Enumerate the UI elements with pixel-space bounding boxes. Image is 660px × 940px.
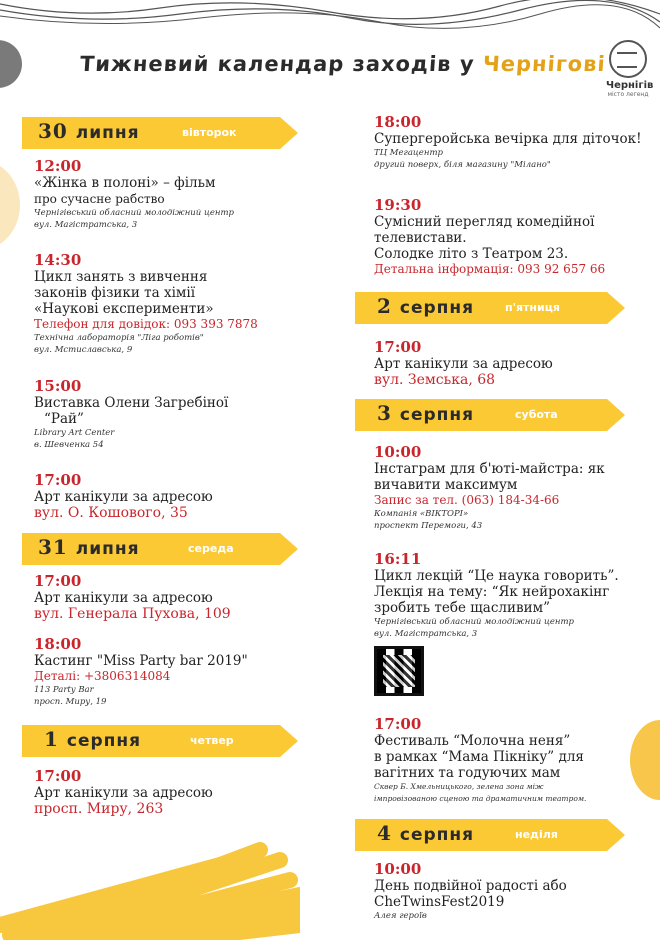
day-date: 1 серпня xyxy=(44,727,142,751)
day-header-30-july xyxy=(22,117,280,149)
event-address: вул. Магістратська, 3 xyxy=(34,220,138,230)
event-venue: Сквер Б. Хмельницького, зелена зона між xyxy=(374,782,544,791)
event-phone: Запис за тел. (063) 184-34-66 xyxy=(374,493,560,507)
event-time: 15:00 xyxy=(34,377,82,395)
event-title: вичавити максимум xyxy=(374,477,518,493)
yellow-scribble-decoration xyxy=(0,810,300,940)
event-address: вул. Мстиславська, 9 xyxy=(34,345,133,355)
event-time: 17:00 xyxy=(34,471,82,489)
event-title: в рамках “Мама Пікніку” для xyxy=(374,749,584,765)
event-title: «Наукові експерименти» xyxy=(34,301,214,317)
day-header-1-august xyxy=(22,725,280,757)
event-10 xyxy=(374,339,553,389)
event-phone: Детальна інформація: 093 92 657 66 xyxy=(374,262,606,276)
event-time: 10:00 xyxy=(374,860,422,878)
event-1 xyxy=(34,158,234,231)
event-address: просп. Миру, 263 xyxy=(34,801,164,817)
event-address: в. Шевченка 54 xyxy=(34,440,104,450)
event-4 xyxy=(34,472,213,522)
event-time: 17:00 xyxy=(374,715,422,733)
day-header-3-august xyxy=(355,399,607,431)
event-venue: Library Art Center xyxy=(34,428,115,438)
day-weekday: субота xyxy=(515,408,558,421)
event-title: Солодке літо з Театром 23. xyxy=(374,246,569,262)
top-wave-decoration xyxy=(0,0,660,40)
decorative-circle xyxy=(0,40,22,88)
event-time: 12:00 xyxy=(34,157,82,175)
city-logo xyxy=(606,40,654,98)
event-venue: 113 Party Bar xyxy=(34,685,94,695)
page-title xyxy=(79,52,606,76)
day-date: 30 липня xyxy=(38,119,140,143)
day-header-2-august xyxy=(355,292,607,324)
qr-code[interactable] xyxy=(374,646,424,696)
event-address: просп. Миру, 19 xyxy=(34,697,107,707)
event-9 xyxy=(374,197,605,277)
day-date: 3 серпня xyxy=(377,401,475,425)
title-city: Чернігові xyxy=(482,52,607,76)
event-title: зробить тебе щасливим” xyxy=(374,600,550,616)
event-address: вул. О. Кошового, 35 xyxy=(34,505,188,521)
decorative-blob xyxy=(0,160,20,250)
event-title: Цикл занять з вивчення xyxy=(34,269,208,285)
event-11 xyxy=(374,444,605,532)
day-weekday: п'ятниця xyxy=(505,301,560,314)
day-header-31-july xyxy=(22,533,280,565)
event-title: Арт канікули за адресою xyxy=(374,356,553,372)
event-time: 16:11 xyxy=(374,550,422,568)
event-title: Супергеройська вечірка для діточок! xyxy=(374,131,642,147)
event-venue: Алея героїв xyxy=(374,911,427,921)
event-title: Фестиваль “Молочна неня” xyxy=(374,733,571,749)
event-3 xyxy=(34,378,228,451)
event-phone: Телефон для довідок: 093 393 7878 xyxy=(34,317,258,331)
event-address: вул. Генерала Пухова, 109 xyxy=(34,606,231,622)
decorative-blob-right xyxy=(630,720,660,800)
event-title: Сумісний перегляд комедійної xyxy=(374,214,595,230)
event-title: Інстаграм для б'юті-майстра: як xyxy=(374,461,605,477)
day-date: 4 серпня xyxy=(377,821,475,845)
event-time: 10:00 xyxy=(374,443,422,461)
event-venue: Технічна лабораторія "Ліга роботів" xyxy=(34,333,204,343)
event-time: 17:00 xyxy=(374,338,422,356)
day-weekday: середа xyxy=(188,542,234,555)
event-6 xyxy=(34,636,248,708)
event-time: 19:30 xyxy=(374,196,422,214)
day-weekday: четвер xyxy=(190,734,234,747)
event-address: вул. Земська, 68 xyxy=(374,372,496,388)
event-time: 17:00 xyxy=(34,572,82,590)
event-title: «Жінка в полоні» – фільм xyxy=(34,175,216,191)
event-title: Кастинг "Miss Party bar 2019" xyxy=(34,653,248,669)
event-address: проспект Перемоги, 43 xyxy=(374,521,483,531)
event-title: вагітних та годуючих мам xyxy=(374,765,561,781)
event-13 xyxy=(374,716,586,805)
day-weekday: неділя xyxy=(515,828,558,841)
event-title: “Рай” xyxy=(44,411,84,427)
event-title: Арт канікули за адресою xyxy=(34,489,213,505)
event-2 xyxy=(34,252,258,356)
day-date: 2 серпня xyxy=(377,294,475,318)
event-venue: ТЦ Мегацентр xyxy=(374,148,443,158)
logo-name: Чернігів xyxy=(606,80,654,91)
event-title: Цикл лекцій “Це наука говорить”. xyxy=(374,568,619,584)
event-title: про сучасне рабство xyxy=(34,192,165,206)
event-time: 17:00 xyxy=(34,767,82,785)
event-title: телевистави. xyxy=(374,230,467,246)
day-weekday: вівторок xyxy=(182,126,237,139)
chernihiv-emblem-icon xyxy=(609,40,647,78)
event-14 xyxy=(374,861,567,922)
event-address: вул. Магістратська, 3 xyxy=(374,629,478,639)
event-address: імпровізованою сценою та драматичним театром. xyxy=(374,794,587,803)
event-7 xyxy=(34,768,213,818)
day-date: 31 липня xyxy=(38,535,140,559)
event-8 xyxy=(374,114,642,171)
event-time: 14:30 xyxy=(34,251,82,269)
event-venue: Чернігівський обласний молодіжний центр xyxy=(34,208,235,218)
event-title: Арт канікули за адресою xyxy=(34,785,213,801)
event-title: законів фізики та хімії xyxy=(34,285,196,301)
event-time: 18:00 xyxy=(374,113,422,131)
event-5 xyxy=(34,573,231,623)
event-phone: Деталі: +3806314084 xyxy=(34,669,171,683)
event-title: Виставка Олени Загребіної xyxy=(34,395,229,411)
event-venue: Чернігівський обласний молодіжний центр xyxy=(374,617,575,627)
event-time: 18:00 xyxy=(34,635,82,653)
logo-tagline: місто легенд xyxy=(607,91,649,98)
event-12 xyxy=(374,551,619,696)
title-text: Тижневий календар заходів у xyxy=(79,52,484,76)
event-address: другий поверх, біля магазину "Мілано" xyxy=(374,160,551,170)
day-header-4-august xyxy=(355,819,607,851)
event-title: Арт канікули за адресою xyxy=(34,590,213,606)
event-title: CheTwinsFest2019 xyxy=(374,894,505,910)
event-title: Лекція на тему: “Як нейрохакінг xyxy=(374,584,610,600)
event-title: День подвійної радості або xyxy=(374,878,567,894)
event-venue: Компанія «ВІКТОРІ» xyxy=(374,509,469,519)
